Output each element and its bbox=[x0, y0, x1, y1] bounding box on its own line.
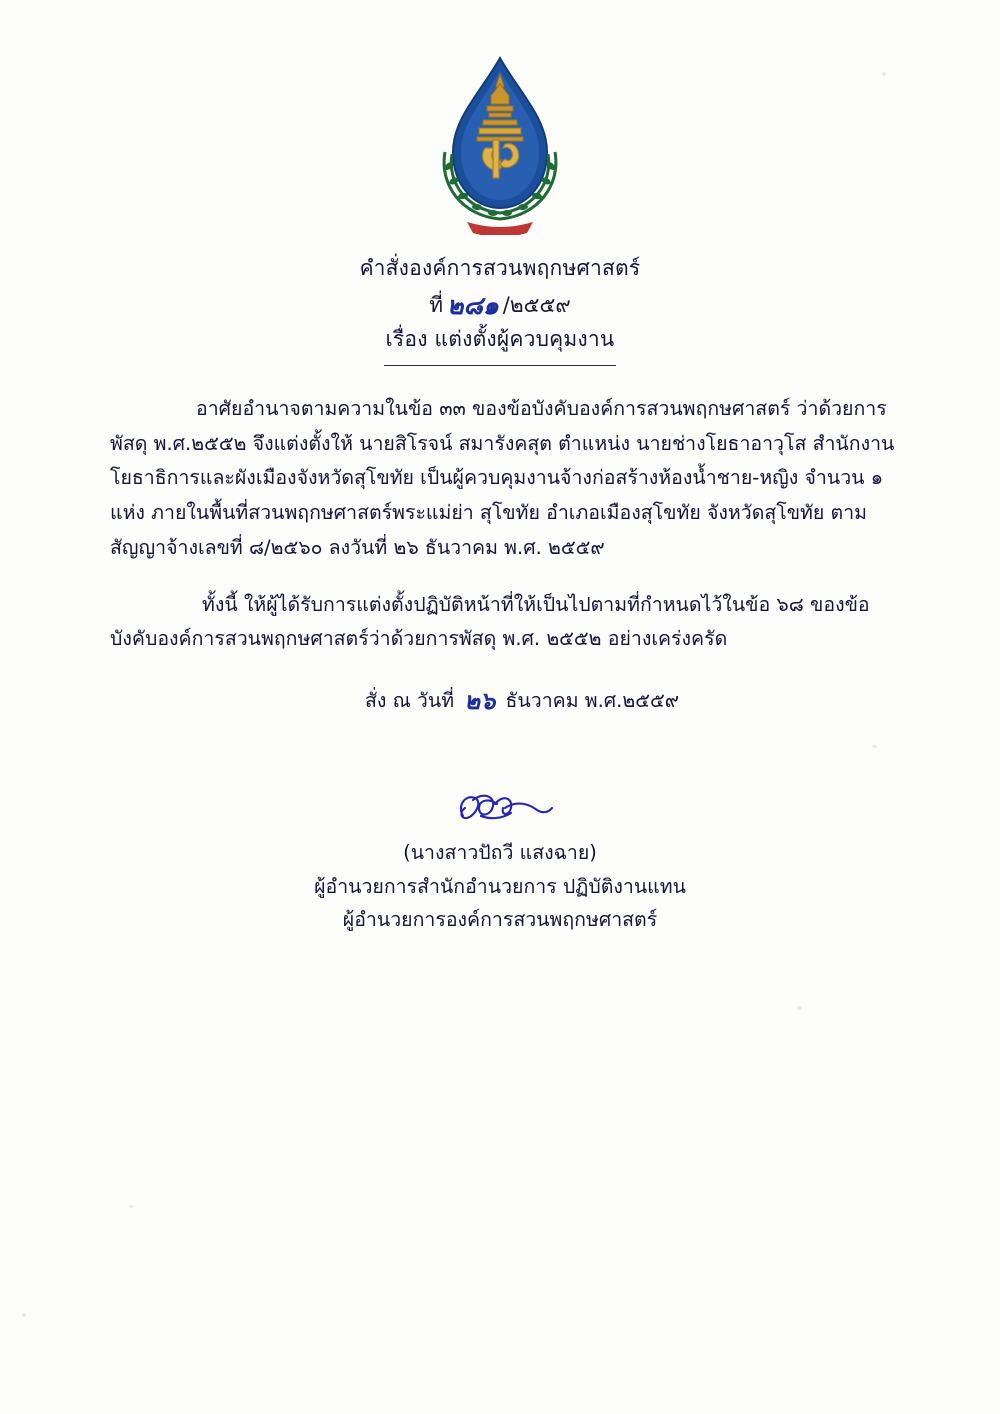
scan-speck bbox=[129, 1205, 133, 1208]
order-number-handwritten: ๒๘๑ bbox=[447, 290, 499, 320]
signer-position-line-2: ผู้อำนวยการองค์การสวนพฤกษศาสตร์ bbox=[342, 908, 658, 932]
heading-divider bbox=[384, 365, 616, 366]
signer-name: (นางสาวปัถวี แสงฉาย) bbox=[403, 841, 597, 864]
handwritten-signature bbox=[0, 790, 1000, 836]
order-number-suffix: /๒๕๕๙ bbox=[502, 292, 571, 317]
document-body bbox=[110, 392, 900, 718]
order-number-prefix: ที่ bbox=[429, 292, 444, 317]
signer-position-line-1: ผู้อำนวยการสำนักอำนวยการ ปฏิบัติงานแทน bbox=[314, 874, 686, 898]
order-date-day-handwritten: ๒๖ bbox=[464, 685, 496, 715]
order-date-line bbox=[110, 679, 900, 718]
paragraph-2: ทั้งนี้ ให้ผู้ได้รับการแต่งตั้งปฏิบัติหน้าที่ให้เป็นไปตามที่กำหนดไว้ในข้อ ๖๘ ของข้อบังคับองค์การสวนพฤกษศาสตร์ว่าด้วยการพัสดุ พ.ศ. ๒๕๕๒ อย่างเคร่งครัด bbox=[110, 592, 870, 651]
emblem-container bbox=[0, 40, 1000, 235]
order-date-prefix: สั่ง ณ วันที่ bbox=[365, 688, 455, 712]
document-heading bbox=[0, 252, 1000, 366]
order-subject: เรื่อง แต่งตั้งผู้ควบคุมงาน bbox=[385, 327, 615, 352]
botanical-garden-organization-emblem bbox=[405, 40, 595, 235]
paragraph-1: อาศัยอำนาจตามความในข้อ ๓๓ ของข้อบังคับองค์การสวนพฤกษศาสตร์ ว่าด้วยการพัสดุ พ.ศ.๒๕๕๒ จึงแต่งตั้งให้ นายสิโรจน์ สมารังคสุต ตำแหน่ง นายช่างโยธาอาวุโส สำนักงานโยธาธิการและผังเมืองจังหวัดสุโขทัย เป็นผู้ควบคุมงานจ้างก่อสร้างห้องน้ำชาย-หญิง จำนวน ๑ แห่ง ภายในพื้นที่สวนพฤกษศาสตร์พระแม่ย่า สุโขทัย อำเภอเมืองสุโขทัย จังหวัดสุโขทัย ตามสัญญาจ้างเลขที่ ๘/๒๕๖๐ ลงวันที่ ๒๖ ธันวาคม พ.ศ. ๒๕๕๙ bbox=[110, 397, 895, 559]
scan-speck bbox=[797, 1006, 802, 1010]
order-number-line bbox=[0, 285, 1000, 324]
scan-speck bbox=[22, 1313, 26, 1317]
scan-speck bbox=[872, 745, 877, 748]
order-title: คำสั่งองค์การสวนพฤกษศาสตร์ bbox=[359, 256, 641, 280]
order-date-suffix: ธันวาคม พ.ศ.๒๕๕๙ bbox=[505, 688, 680, 712]
signature-block bbox=[0, 790, 1000, 937]
